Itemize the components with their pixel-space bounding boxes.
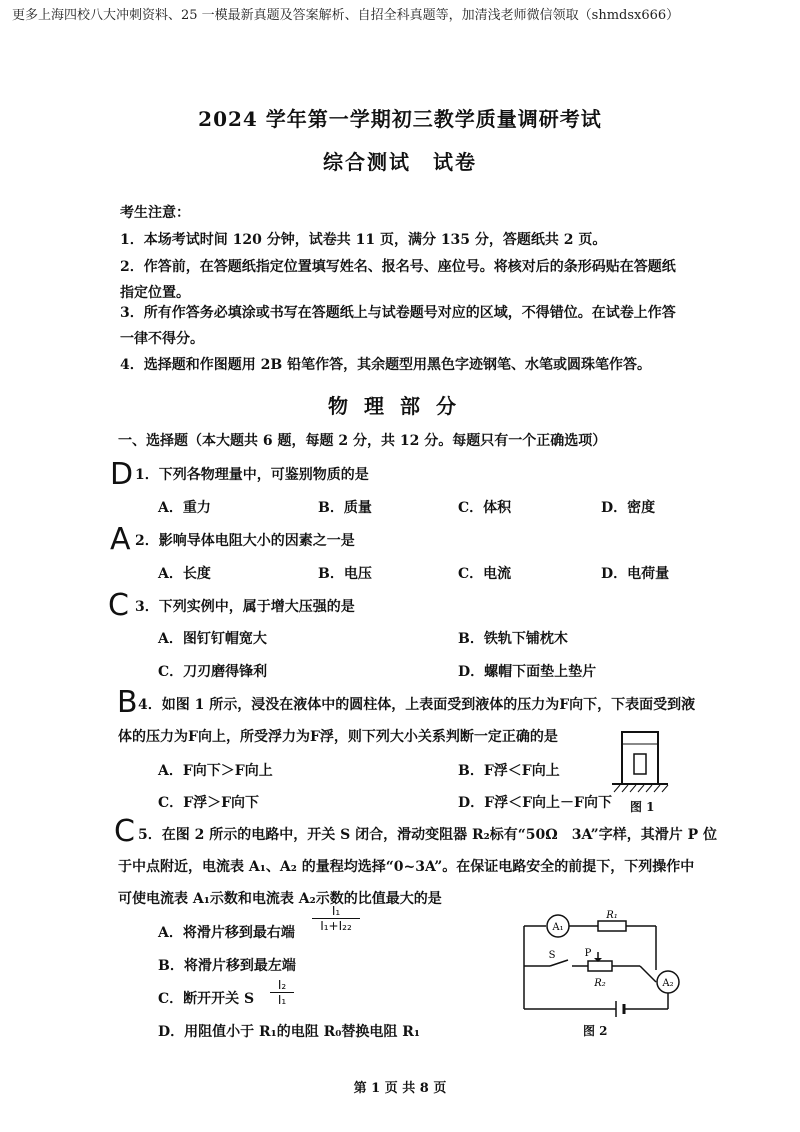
option: C．F浮＞F向下: [158, 795, 260, 811]
page-footer: 第 1 页 共 8 页: [353, 1081, 447, 1096]
note-line: 1．本场考试时间 120 分钟，试卷共 11 页，满分 135 分，答题纸共 2 页。: [120, 232, 607, 248]
handwritten-answer-mark: C: [108, 588, 129, 623]
question-stem: 2．影响导体电阻大小的因素之一是: [135, 533, 355, 549]
question-stem: 4．如图 1 所示，浸没在液体中的圆柱体，上表面受到液体的压力为F向下，下表面受到液: [138, 697, 696, 713]
part-heading: 一、选择题（本大题共 6 题，每题 2 分，共 12 分。每题只有一个正确选项）: [118, 433, 607, 449]
question-stem: 体的压力为F向上，所受浮力为F浮，则下列大小关系判断一定正确的是: [118, 729, 558, 745]
switch-s-label: S: [548, 950, 556, 961]
option: D．电荷量: [601, 566, 670, 582]
ammeter-a2-label: A₂: [662, 978, 674, 989]
promo-banner: 更多上海四校八大冲刺资料、25 一模最新真题及答案解析、自招全科真题等，加清浅老师微信领取（shmdsx666）: [12, 8, 680, 23]
note-line: 指定位置。: [120, 285, 190, 301]
option: C．刀刃磨得锋利: [158, 664, 268, 680]
option: D．螺帽下面垫上垫片: [458, 664, 597, 680]
note-line: 3．所有作答务必填涂或书写在答题纸上与试卷题号对应的区域，不得错位。在试卷上作答: [120, 305, 676, 321]
option: B．F浮＜F向上: [458, 763, 560, 779]
note-line: 4．选择题和作图题用 2B 铅笔作答，其余题型用黑色字迹钢笔、水笔或圆珠笔作答。: [120, 357, 652, 373]
option: A．F向下＞F向上: [158, 763, 273, 779]
option: C．断开开关 S: [158, 991, 255, 1007]
option: B．质量: [318, 500, 372, 516]
note-line: 一律不得分。: [120, 331, 204, 347]
option: D．用阻值小于 R₁的电阻 R₀替换电阻 R₁: [158, 1024, 421, 1040]
question-stem: 5．在图 2 所示的电路中，开关 S 闭合，滑动变阻器 R₂标有“50Ω 3A”字样，其滑片 P 位: [138, 827, 717, 843]
exam-subtitle: 综合测试 试卷: [323, 150, 477, 174]
option: A．长度: [158, 566, 211, 582]
option: A．将滑片移到最右端: [158, 925, 295, 941]
option: A．重力: [158, 500, 211, 516]
option: B．铁轨下铺枕木: [458, 631, 568, 647]
option: D．密度: [601, 500, 656, 516]
figure-2-caption: 图 2: [583, 1024, 608, 1038]
notes-heading: 考生注意：: [120, 205, 190, 221]
handwritten-answer-mark: B: [117, 685, 138, 720]
handwritten-answer-mark: D: [110, 457, 134, 492]
question-stem: 3．下列实例中，属于增大压强的是: [135, 599, 355, 615]
resistor-r2-label: R₂: [594, 978, 606, 989]
handwritten-note: I₁ I₁+I₂₂: [312, 904, 360, 933]
question-stem: 1．下列各物理量中，可鉴别物质的是: [135, 467, 369, 483]
option: A．图钉钉帽宽大: [158, 631, 267, 647]
handwritten-answer-mark: C: [114, 814, 135, 849]
figure-2-circuit-diagram: [516, 906, 686, 1024]
figure-1-container-diagram: [608, 718, 670, 800]
note-line: 2．作答前，在答题纸指定位置填写姓名、报名号、座位号。将核对后的条形码贴在答题纸: [120, 259, 676, 275]
option: C．电流: [458, 566, 512, 582]
option: B．电压: [318, 566, 372, 582]
question-stem: 于中点附近，电流表 A₁、A₂ 的量程均选择“0~3A”。在保证电路安全的前提下，下列操作中: [118, 859, 695, 875]
ammeter-a1-label: A₁: [552, 922, 564, 933]
option: B．将滑片移到最左端: [158, 958, 296, 974]
handwritten-answer-mark: A: [110, 522, 131, 557]
slider-p-label: P: [584, 948, 592, 959]
section-title: 物理部分: [328, 394, 472, 418]
option: C．体积: [458, 500, 512, 516]
question-stem: 可使电流表 A₁示数和电流表 A₂示数的比值最大的是: [118, 891, 442, 907]
figure-1-caption: 图 1: [630, 800, 655, 814]
option: D．F浮＜F向上－F向下: [458, 795, 612, 811]
resistor-r1-label: R₁: [606, 910, 618, 921]
exam-title: 2024 学年第一学期初三教学质量调研考试: [198, 107, 602, 131]
handwritten-note: I₂ I₁: [270, 978, 294, 1007]
